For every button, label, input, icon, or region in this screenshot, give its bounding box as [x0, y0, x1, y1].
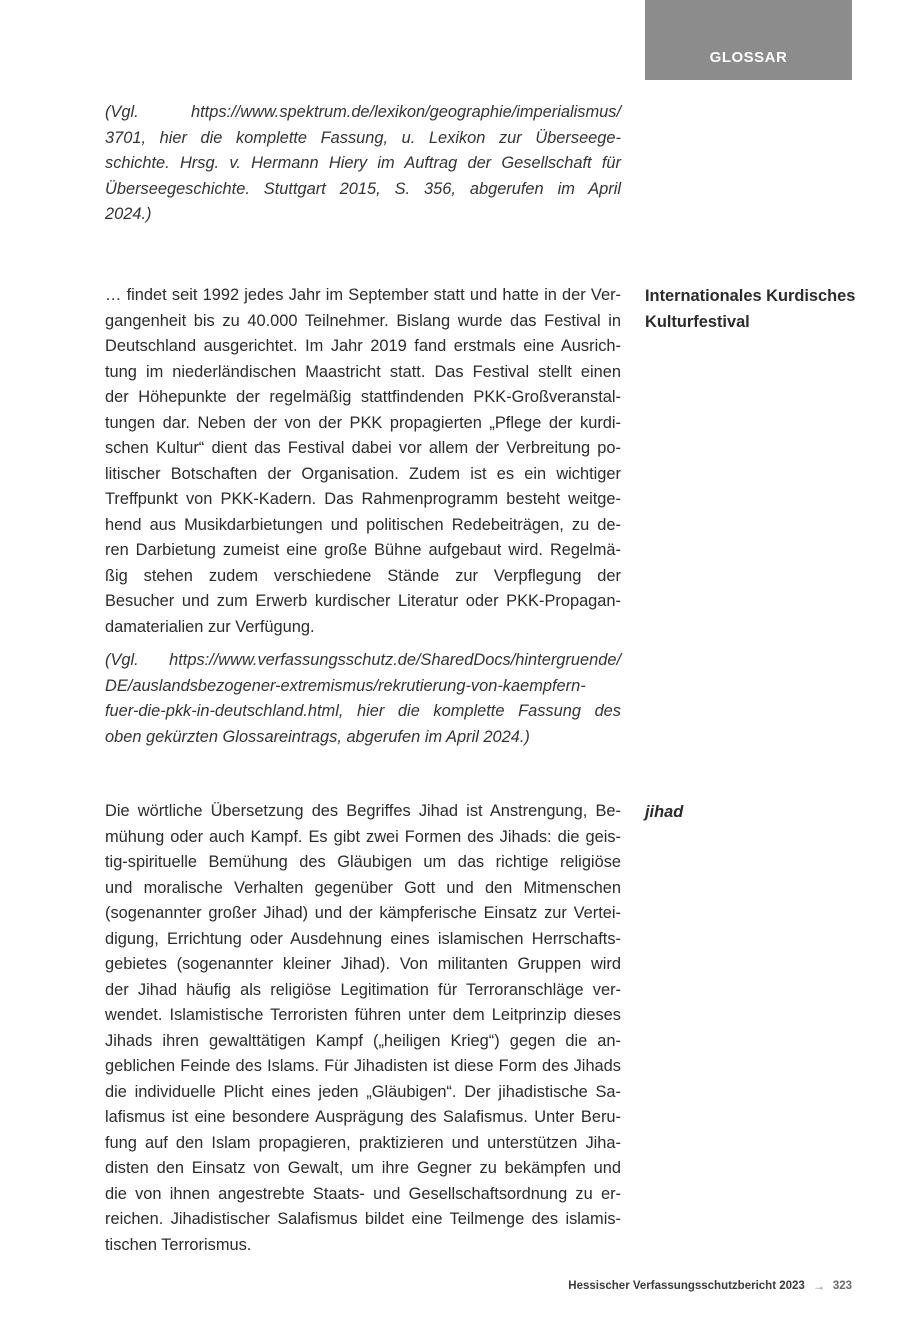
- body-line: geblichen Feinde des Islams. Für Jihadisten ist diese Form des Jihads: [105, 1057, 621, 1075]
- body-line: der Jihad häufig als religiöse Legitimation für Terroranschläge ver-: [105, 980, 621, 999]
- glossary-entry-imperialismus-source: [105, 100, 621, 228]
- glossary-term-kurdisches-kulturfestival: Internationales Kurdisches Kulturfestival: [645, 287, 856, 331]
- body-line: hend aus Musikdarbietungen und politischen Redebeiträgen, zu de-: [105, 515, 621, 534]
- source-line: oben gekürzten Glossareintrags, abgerufen im April 2024.): [105, 727, 530, 746]
- source-line: schichte. Hrsg. v. Hermann Hiery im Auftrag der Gesellschaft für: [105, 154, 621, 172]
- body-line: die von ihnen angestrebte Staats- und Gesellschaftsordnung zu er-: [105, 1184, 621, 1203]
- body-line: gebietes (sogenannter kleiner Jihad). Von militanten Gruppen wird: [105, 955, 621, 973]
- body-line: und moralische Verhalten gegenüber Gott und den Mitmenschen: [105, 878, 621, 897]
- source-citation: [105, 100, 621, 228]
- body-line: schen Kultur“ dient das Festival dabei vor allem der Verbreitung po-: [105, 439, 621, 457]
- body-line: tungen dar. Neben der von der PKK propagierten „Pflege der kurdi-: [105, 413, 621, 432]
- entry-body: [105, 799, 621, 1258]
- body-line: Die wörtliche Übersetzung des Begriffes Jihad ist Anstrengung, Be-: [105, 802, 621, 820]
- body-line: der Höhepunkte der regelmäßig stattfindenden PKK-Großveranstal-: [105, 388, 621, 406]
- body-line: disten den Einsatz von Gewalt, um ihre Gegner zu bekämpfen und: [105, 1159, 621, 1177]
- body-line: Jihads ihren gewalttätigen Kampf („heiligen Krieg“) gegen die an-: [105, 1031, 621, 1050]
- source-line: DE/auslandsbezogener-extremismus/rekrutierung-von-kaempfern-: [105, 676, 586, 695]
- source-line: Überseegeschichte. Stuttgart 2015, S. 356, abgerufen im April: [105, 179, 621, 198]
- body-line: tig-spirituelle Bemühung des Gläubigen um das richtige religiöse: [105, 853, 621, 871]
- body-line: lafismus ist eine besondere Ausprägung des Salafismus. Unter Beru-: [105, 1108, 621, 1126]
- glossary-entry-kurdisches-kulturfestival: [105, 283, 621, 750]
- body-line: tischen Terrorismus.: [105, 1235, 252, 1254]
- arrow-right-icon: →: [812, 1279, 825, 1293]
- body-line: Deutschland ausgerichtet. Im Jahr 2019 fand erstmals eine Ausrich-: [105, 337, 621, 355]
- source-line: (Vgl. https://www.spektrum.de/lexikon/geographie/imperialismus/: [105, 103, 621, 121]
- body-line: wendet. Islamistische Terroristen führen unter dem Leitprinzip dieses: [105, 1006, 621, 1024]
- body-line: Treffpunkt von PKK-Kadern. Das Rahmenprogramm besteht weitge-: [105, 490, 621, 508]
- glossar-section-tab: [645, 0, 852, 80]
- source-citation: [105, 648, 621, 750]
- body-line: Besucher und zum Erwerb kurdischer Literatur oder PKK-Propagan-: [105, 592, 621, 610]
- body-line: fung auf den Islam propagieren, praktizieren und unterstützen Jiha-: [105, 1133, 621, 1152]
- report-title: Hessischer Verfassungsschutzbericht 2023: [568, 1280, 805, 1292]
- body-line: ßig stehen zudem verschiedene Stände zur Verpflegung der: [105, 566, 621, 585]
- body-line: tung im niederländischen Maastricht statt. Das Festival stellt einen: [105, 362, 621, 381]
- entry-body: [105, 283, 621, 640]
- glossary-term-jihad: jihad: [645, 803, 684, 821]
- glossary-entry-jihad: [105, 799, 621, 1258]
- page-footer: [568, 1279, 852, 1293]
- source-line: 3701, hier die komplette Fassung, u. Lexikon zur Überseege-: [105, 128, 621, 147]
- body-line: reichen. Jihadistischer Salafismus bildet eine Teilmenge des islamis-: [105, 1210, 621, 1228]
- body-line: die individuelle Plicht eines jeden „Gläubigen“. Der jihadistische Sa-: [105, 1082, 621, 1101]
- body-line: litischer Botschaften der Organisation. Zudem ist es ein wichtiger: [105, 464, 621, 483]
- body-line: … findet seit 1992 jedes Jahr im September statt und hatte in der Ver-: [105, 286, 621, 304]
- body-line: (sogenannter großer Jihad) und der kämpferische Einsatz zur Vertei-: [105, 904, 621, 922]
- body-line: damaterialien zur Verfügung.: [105, 617, 315, 636]
- body-line: gangenheit bis zu 40.000 Teilnehmer. Bislang wurde das Festival in: [105, 311, 621, 330]
- source-line: 2024.): [105, 205, 152, 223]
- body-line: ren Darbietung zumeist eine große Bühne aufgebaut wird. Regelmä-: [105, 541, 621, 559]
- body-line: digung, Errichtung oder Ausdehnung eines islamischen Herrschafts-: [105, 929, 621, 948]
- page-number: 323: [832, 1280, 852, 1292]
- glossar-tab-label: GLOSSAR: [709, 49, 788, 66]
- body-line: mühung oder auch Kampf. Es gibt zwei Formen des Jihads: die geis-: [105, 827, 621, 846]
- source-line: (Vgl. https://www.verfassungsschutz.de/SharedDocs/hintergruende/: [105, 651, 621, 669]
- source-line: fuer-die-pkk-in-deutschland.html, hier die komplette Fassung des: [105, 702, 621, 720]
